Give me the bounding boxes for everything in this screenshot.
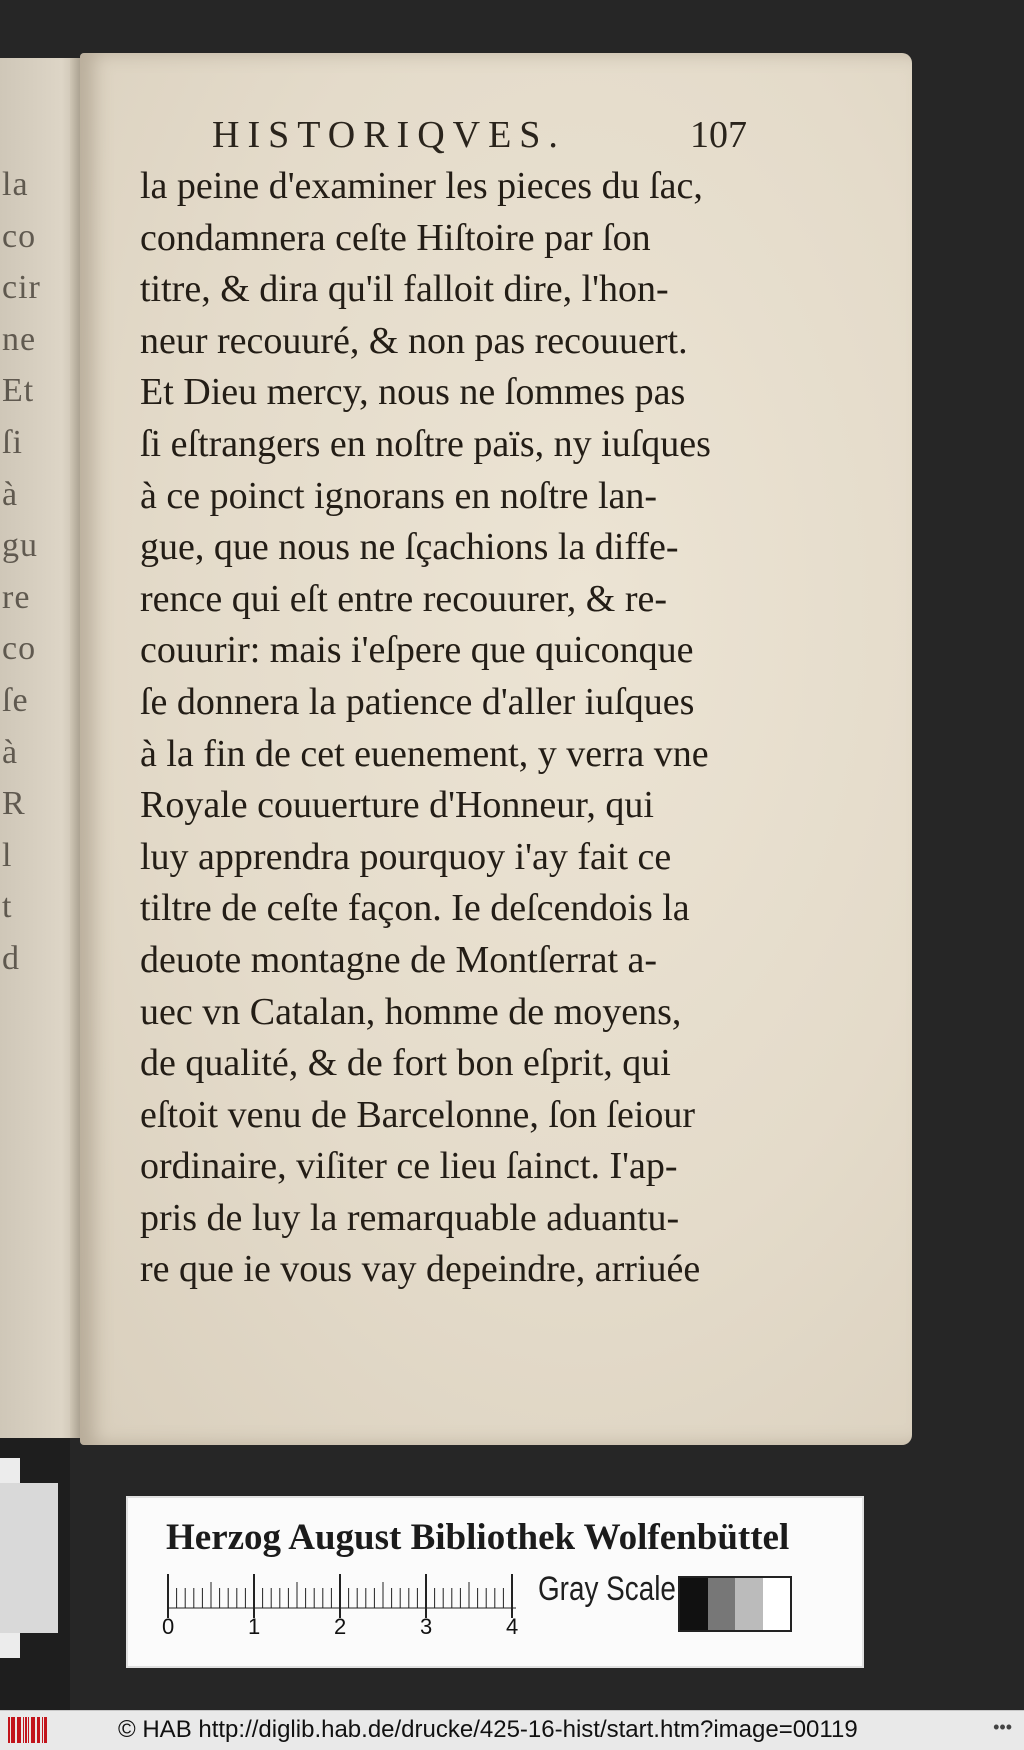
barcode-bar	[46, 1717, 47, 1743]
ruler-label: 2	[334, 1614, 347, 1639]
text-line: re que ie vous vay depeindre, arriuée	[140, 1248, 701, 1291]
left-page-fragment: co	[2, 217, 37, 255]
text-line: à ce poinct ignorans en noſtre lan-	[140, 474, 658, 517]
barcode-bar	[12, 1717, 14, 1743]
text-line: luy apprendra pourquoy i'ay fait ce	[140, 835, 672, 878]
body-text	[140, 161, 840, 1296]
text-line: pris de luy la remarquable aduantu-	[140, 1196, 680, 1239]
text-line: deuote montagne de Montſerrat a-	[140, 938, 658, 981]
book-spine-edge	[0, 1438, 70, 1710]
left-page-fragment: re	[2, 578, 31, 616]
page-number: 107	[690, 114, 747, 156]
barcode-bar	[14, 1717, 15, 1743]
ruler-label: 0	[162, 1614, 175, 1639]
barcode-bar	[34, 1717, 35, 1743]
text-line: titre, & dira qu'il falloit dire, l'hon-	[140, 268, 669, 311]
left-page-fragment: cir	[2, 269, 41, 307]
text-line: rence qui eſt entre recouurer, & re-	[140, 577, 668, 620]
left-page-fragment: d	[2, 940, 20, 977]
gray-scale-label: Gray Scale	[538, 1570, 676, 1608]
text-line: ſe donnera la patience d'aller iuſques	[140, 680, 695, 723]
text-line: uec vn Catalan, homme de moyens,	[140, 990, 682, 1033]
barcode-bar	[39, 1717, 40, 1743]
running-title: HISTORIQVES.	[212, 114, 566, 156]
text-line: neur recouuré, & non pas recouuert.	[140, 319, 688, 362]
left-page-edge	[0, 58, 88, 1438]
text-line: tiltre de ceſte façon. Ie deſcendois la	[140, 887, 690, 930]
barcode-bar	[20, 1717, 21, 1743]
gray-scale-bar	[678, 1576, 792, 1632]
gray-swatch	[708, 1578, 736, 1630]
barcode-bar	[31, 1717, 33, 1743]
ruler-label: 1	[248, 1614, 261, 1639]
left-page-fragment: à	[2, 733, 19, 771]
text-line: eſtoit venu de Barcelonne, ſon ſeiour	[140, 1093, 696, 1136]
barcode-bar	[23, 1717, 24, 1743]
book-page	[80, 53, 912, 1445]
library-name: Herzog August Bibliothek Wolfenbüttel	[166, 1517, 790, 1558]
left-page-fragment: la	[2, 166, 29, 203]
left-page-fragment: l	[2, 836, 13, 874]
left-page-fragment: ſi	[2, 424, 23, 461]
left-page-fragment: t	[2, 888, 13, 926]
more-icon[interactable]: •••	[993, 1717, 1012, 1737]
spine-label	[0, 1483, 58, 1633]
barcode-bar	[28, 1717, 29, 1743]
gray-swatch	[763, 1578, 791, 1630]
barcode-bar	[33, 1717, 34, 1743]
ruler-label: 3	[420, 1614, 433, 1639]
text-line: Et Dieu mercy, nous ne ſommes pas	[140, 371, 686, 414]
left-page-fragment: co	[2, 630, 37, 668]
color-scale-card	[126, 1496, 864, 1668]
barcode-bar	[26, 1717, 27, 1743]
ruler-label: 4	[506, 1614, 519, 1639]
barcode-bar	[37, 1717, 39, 1743]
left-page-fragment: Et	[2, 372, 35, 410]
text-line: gue, que nous ne ſçachions la diffe-	[140, 526, 679, 569]
barcode-icon	[6, 1717, 50, 1743]
text-line: ſi eſtrangers en noſtre païs, ny iuſques	[140, 422, 711, 465]
left-page-fragment: ſe	[2, 682, 29, 719]
page-header	[80, 113, 912, 163]
text-line: Royale couuerture d'Honneur, qui	[140, 784, 654, 827]
copyright-url[interactable]: © HAB http://diglib.hab.de/drucke/425-16-hist/start.htm?image=00119	[118, 1716, 858, 1743]
barcode-bar	[17, 1717, 18, 1743]
gray-swatch	[680, 1578, 708, 1630]
text-line: condamnera ceſte Hiſtoire par ſon	[140, 216, 651, 259]
left-page-fragment: R	[2, 785, 26, 823]
barcode-bar	[42, 1717, 43, 1743]
barcode-bar	[18, 1717, 20, 1743]
left-page-fragment: gu	[2, 527, 38, 565]
left-page-fragment: à	[2, 475, 19, 513]
text-line: couurir: mais i'eſpere que quiconque	[140, 629, 694, 672]
footer-bar	[0, 1710, 1024, 1750]
text-line: la peine d'examiner les pieces du ſac,	[140, 165, 703, 207]
text-line: ordinaire, viſiter ce lieu ſainct. I'ap-	[140, 1145, 678, 1188]
text-line: de qualité, & de fort bon eſprit, qui	[140, 1042, 671, 1085]
barcode-bar	[44, 1717, 46, 1743]
barcode-bar	[9, 1717, 10, 1743]
barcode-bar	[11, 1717, 12, 1743]
text-line: à la fin de cet euenement, y verra vne	[140, 732, 709, 775]
gray-swatch	[735, 1578, 763, 1630]
left-page-fragment: ne	[2, 320, 37, 358]
